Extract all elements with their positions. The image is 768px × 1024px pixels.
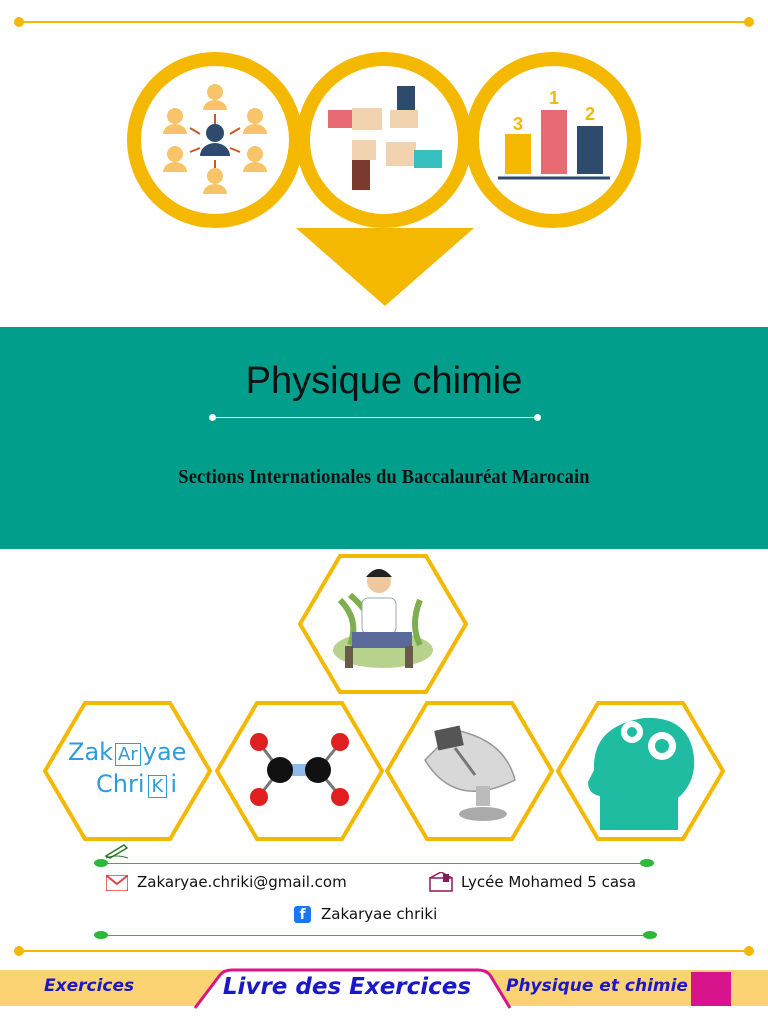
pen-icon	[104, 842, 130, 860]
contact-top-rule	[100, 863, 648, 864]
email-icon	[106, 875, 128, 891]
contact-top-dot-right	[640, 859, 654, 867]
circle-middle	[303, 59, 465, 221]
logo-line1-boxed: Ar	[115, 743, 141, 766]
logo-line-1	[68, 738, 188, 769]
footer-right-label: Physique et chimie	[506, 976, 688, 996]
logo-line2-part-a: Chri	[96, 770, 145, 798]
bottom-rule-dot-left	[14, 946, 24, 956]
contact-bottom-rule	[100, 935, 648, 936]
facebook-text[interactable]: Zakaryae chriki	[321, 905, 438, 923]
network-people-icon	[163, 84, 267, 194]
bottom-rule-dot-right	[744, 946, 754, 956]
logo-text	[68, 738, 188, 802]
top-rule-dot-left	[14, 17, 24, 27]
footer-left-label: Exercices	[44, 976, 135, 996]
page-title: Physique chimie	[245, 360, 523, 402]
podium-label-3: 3	[512, 114, 524, 134]
footer-center-title: Livre des Exercices	[222, 974, 472, 1000]
podium-ranking-icon	[498, 88, 610, 178]
brain-gears-hexagon	[558, 703, 723, 839]
school-icon	[428, 872, 454, 892]
podium-label-2: 2	[584, 104, 596, 124]
title-underline	[213, 417, 537, 418]
logo-line1-part-c: yae	[142, 738, 187, 766]
title-underline-dot-right	[534, 414, 541, 421]
author-portrait-hexagon	[300, 556, 466, 692]
page-subtitle: Sections Internationales du Baccalauréat Marocain	[178, 466, 590, 488]
teamwork-hands-icon	[328, 86, 442, 190]
logo-line2-boxed: K	[148, 775, 168, 798]
podium-label-1: 1	[548, 88, 560, 108]
title-underline-dot-left	[209, 414, 216, 421]
school-text: Lycée Mohamed 5 casa	[461, 873, 637, 891]
logo-line2-part-c: i	[170, 770, 177, 798]
header-illustration	[0, 40, 768, 310]
email-text[interactable]: Zakaryae.chriki@gmail.com	[137, 873, 347, 891]
bottom-rule	[20, 950, 748, 952]
top-rule-dot-right	[744, 17, 754, 27]
molecule-hexagon	[217, 703, 382, 839]
down-triangle	[296, 228, 474, 306]
contact-bottom-dot-right	[643, 931, 657, 939]
logo-line1-part-a: Zak	[68, 738, 114, 766]
contact-top-dot-left	[94, 859, 108, 867]
satellite-dish-hexagon	[387, 703, 552, 839]
contact-bottom-dot-left	[94, 931, 108, 939]
facebook-icon: f	[294, 906, 311, 923]
top-rule	[20, 21, 748, 23]
logo-line-2	[96, 769, 188, 802]
